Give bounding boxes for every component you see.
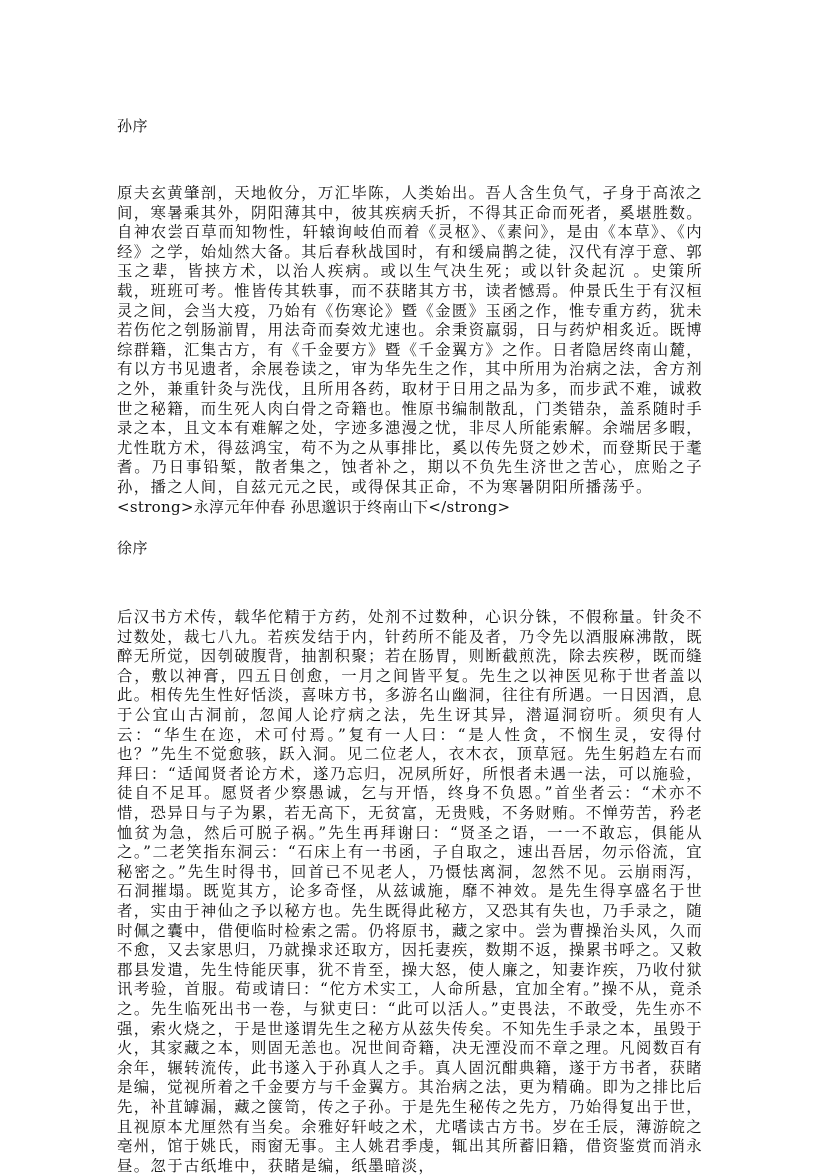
xu-preface-paragraph: 后汉书方术传，载华佗精于方药，处剂不过数种，心识分铢，不假称量。针灸不过数处，裁七八九。若疾发结于内，针药所不能及者，乃令先以酒服麻沸散，既醉无所觉，因刳破腹背，抽割积聚；若在肠胃，则断截煎洗，除去疾秽，既而缝合，敷以神膏，四五日创愈，一月之间皆平复。先生之以神医见称于世者盖以此。相传先生性好恬淡，喜味方书，多游名山幽洞，往往有所遇。一日因酒，息于公宜山古洞前，忽闻人论疗病之法，先生讶其异，潜逼洞窃听。须臾有人云：“华生在迩，术可付焉。”复有一人曰：“是人性贪，不悯生灵，安得付也？”先生不觉愈骇，跃入洞。见二位老人，衣木衣，顶草冠。先生躬趋左右而拜曰：“适闻贤者论方术，遂乃忘归，况夙所好，所恨者未遇一法，可以施验，徒自不足耳。愿贤者少察愚诚，乞与开悟，终身不负恩。”首坐者云：“术亦不惜，恐异日与子为累，若无高下，无贫富，无贵贱，不务财贿。不惮劳苦，矜老恤贫为急，然后可脱子祸。”先生再拜谢曰：“贤圣之语，一一不敢忘，俱能从之。”二老笑指东洞云：“石床上有一书函，子自取之，速出吾居，勿示俗流，宜秘密之。”先生时得书，回首已不见老人，乃慑怯离洞，忽然不见。云崩雨泻，石洞摧塌。既览其方，论多奇怪，从兹诚施，靡不神效。是先生得享盛名于世者，实由于神仙之予以秘方也。先生既得此秘方，又恐其有失也，乃手录之，随时佩之囊中，借便临时检索之需。仍将原书，藏之家中。尝为曹操治头风，久而不愈，又去家思归，乃就操求还取方，因托妻疾，数期不返，操累书呼之。又敕郡县发遣，先生恃能厌事，犹不肯至，操大怒，使人廉之，知妻诈疾，乃收付狱讯考验，首服。荀或请曰：“佗方术实工，人命所悬，宜加全宥。”操不从，竟杀之。先生临死出书一卷，与狱吏曰：“此可以活人。”吏畏法，不敢受，先生亦不强，索火烧之，于是世遂谓先生之秘方从兹失传矣。不知先生手录之本，虽毁于火，其家藏之本，则固无恙也。况世间奇籍，决无湮没而不章之理。凡阅数百有余年，辗转流传，此书遂入于孙真人之手。真人固沉酣典籍，遂于方书者，获睹是编，觉视所着之千金要方与千金翼方。其治病之法，更为精确。即为之排比后先，补苴罅漏，藏之箧笥，传之子孙。于是先生秘传之先方，乃始得复出于世，且视原本尤厘然有当矣。余雅好轩岐之术，尤嗜读古方书。岁在壬辰，薄游皖之亳州，馆于姚氏，雨窗无事。主人姚君季虔，辄出其所蓄旧籍，借资鉴赏而消永昼。忽于古纸堆中，获睹是编，纸墨暗淡， xyxy=(117,608,703,1175)
section-title-sun-preface: 孙序 xyxy=(117,117,149,135)
document-page xyxy=(117,116,703,1176)
sun-preface-paragraph: 原夫玄黄肇剖，天地攸分，万汇毕陈，人类始出。吾人含生负气，孑身于高浓之间，寒暑乘其外，阴阳薄其中，彼其疾病夭折，不得其正命而死者，奚堪胜数。自神农尝百草而知物性，轩辕询岐伯而着《灵枢》、《素问》，是由《本草》、《内经》之学，始灿然大备。其后春秋战国时，有和缓扁鹊之徒，汉代有淳于意、郭玉之辈，皆挟方术，以治人疾病。或以生气决生死；或以针灸起沉 。史策所载，班班可考。惟皆传其轶事，而不获睹其方书，读者憾焉。仲景氏生于有汉桓灵之间，会当大疫，乃始有《伤寒论》暨《金匮》玉函之作，惟专重方药，犹未若伤佗之刳肠湔胃，用法奇而奏效尤速也。余秉资羸弱，日与药炉相炙近。既博综群籍，汇集古方，有《千金要方》暨《千金翼方》之作。日者隐居终南山麓，有以方书见遗者，余展卷读之，审为华先生之作，其中所用为治病之法，舍方剂之外，兼重针灸与洗伐，且所用各药，取材于日用之品为多，而步武不难，诚救世之秘籍，而生死人肉白骨之奇籍也。惟原书编制散乱，门类错杂，盖系随时手录之本，且文本有难解之处，字迹多漶漫之忧，非尽人所能索解。余端居多暇，尤性耽方术，得兹鸿宝，苟不为之从事排比，奚以传先贤之妙术，而登斯民于耄耆。乃日事铅椠，散者集之，蚀者补之，期以不负先生济世之苦心，庶贻之子孙，播之人间，自兹元元之民，或得保其正命，不为寒暑阴阳所播荡乎。 xyxy=(117,184,703,496)
section-title-xu-preface: 徐序 xyxy=(117,539,149,558)
sun-preface-signature: <strong>永淳元年仲春 孙思邈识于终南山下</strong> xyxy=(117,497,511,516)
